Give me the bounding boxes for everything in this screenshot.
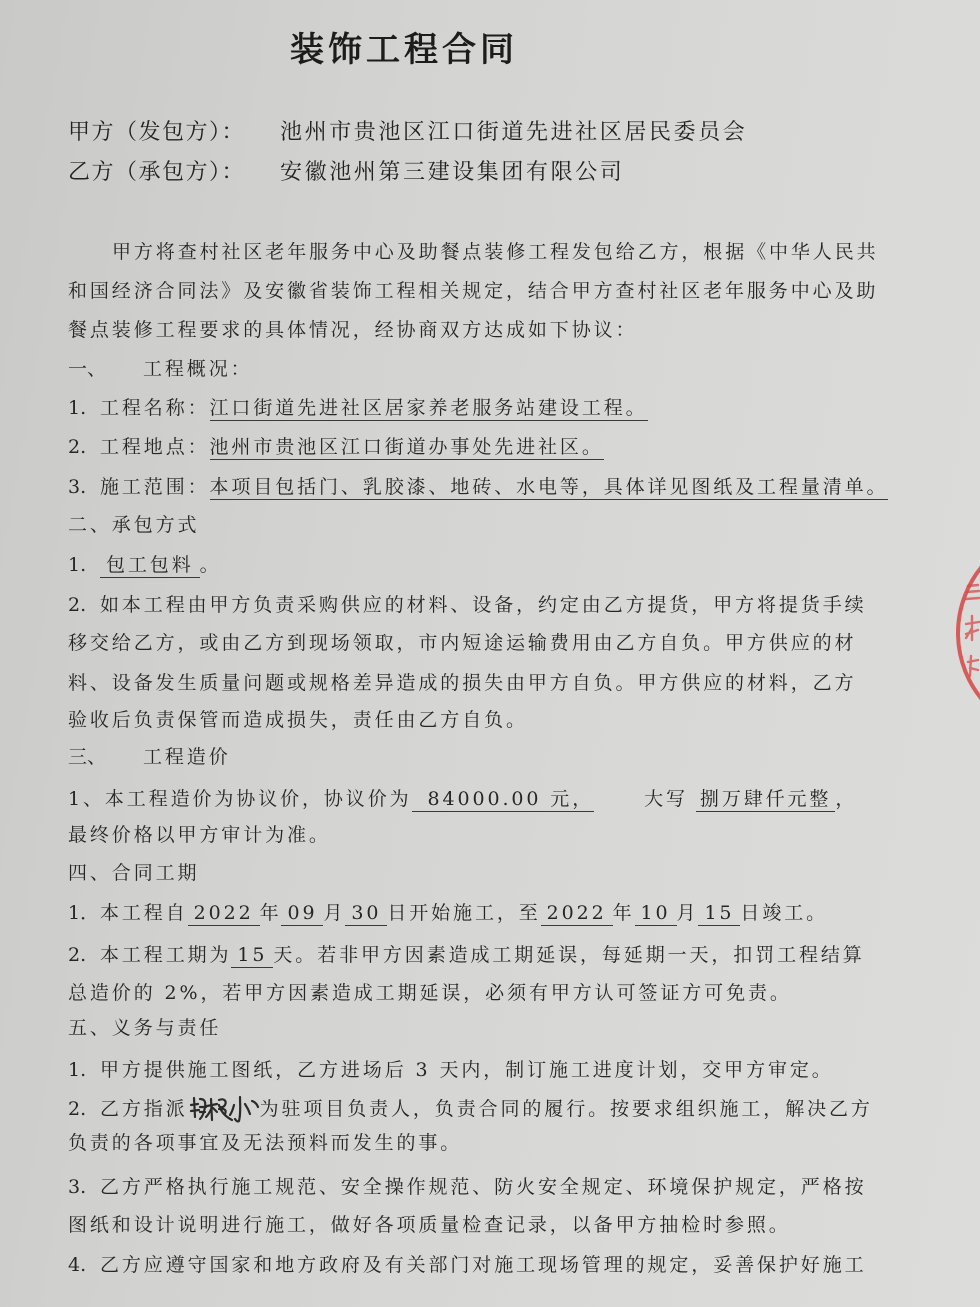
party-b-label: 乙方（承包方）： <box>68 160 246 185</box>
item-number: 1． <box>68 902 100 924</box>
party-a-name: 池州市贵池区江口街道先进社区居民委员会 <box>280 120 748 145</box>
duty-rest: 为驻项目负责人，负责合同的履行。按要求组织施工，解决乙方 <box>259 1098 873 1120</box>
duty-2-line <box>68 1093 873 1123</box>
duty-text: 甲方提供施工图纸，乙方进场后 3 天内，制订施工进度计划，交甲方审定。 <box>100 1059 834 1081</box>
section-title: 工程概况： <box>143 358 253 380</box>
duty-prefix: 乙方指派 <box>100 1098 188 1120</box>
contract-mode-value: 包工包料 <box>100 554 200 578</box>
duration-prefix: 本工程工期为 <box>100 944 232 966</box>
section-title: 工程造价 <box>143 746 231 768</box>
clause-text: 如本工程由甲方负责采购供应的材料、设备，约定由乙方提货，甲方将提货手续 <box>100 594 867 616</box>
section-4-heading: 四、合同工期 <box>68 862 200 884</box>
project-location-line <box>68 435 604 459</box>
duration-line <box>68 943 865 967</box>
item-number: 3. <box>68 1176 87 1198</box>
schedule-mid: 日开始施工，至 <box>387 902 541 924</box>
section-5-heading: 五、义务与责任 <box>68 1017 222 1039</box>
duration-rest: 天。若非甲方因素造成工期延误，每延期一天，扣罚工程结算 <box>273 944 865 966</box>
item-number: 1. <box>68 1059 87 1081</box>
duty-text: 乙方严格执行施工规范、安全操作规范、防火安全规定、环境保护规定，严格按 <box>100 1176 867 1198</box>
start-month: 09 <box>281 902 323 926</box>
red-seal-icon <box>950 558 980 708</box>
duration-line-2: 总造价的 2%，若甲方因素造成工期延误，必须有甲方认可签证方可免责。 <box>68 982 792 1004</box>
intro-line: 和国经济合同法》及安徽省装饰工程相关规定，结合甲方查村社区老年服务中心及助 <box>68 280 879 302</box>
month-unit: 月 <box>323 902 346 924</box>
project-location-value: 池州市贵池区江口街道办事处先进社区。 <box>209 436 604 458</box>
item-number: 4. <box>68 1254 87 1276</box>
capital-label: 大写 <box>644 788 688 810</box>
month-unit: 月 <box>676 902 699 924</box>
year-unit: 年 <box>259 902 282 924</box>
intro-line: 甲方将查村社区老年服务中心及助餐点装修工程发包给乙方，根据《中华人民共 <box>112 241 879 263</box>
construction-scope-value: 本项目包括门、乳胶漆、地砖、水电等，具体详见图纸及工程量清单。 <box>209 476 889 498</box>
schedule-prefix: 本工程自 <box>100 902 188 924</box>
item-number: 3. <box>68 476 87 498</box>
item-tail: 。 <box>199 554 222 576</box>
party-a-line <box>68 120 747 146</box>
handwritten-signature <box>188 1093 260 1123</box>
section-number: 三、 <box>68 746 107 768</box>
price-line <box>68 787 857 812</box>
duty-1-line <box>68 1058 834 1082</box>
section-2-heading: 二、承包方式 <box>68 514 200 536</box>
item-label: 工程地点： <box>100 436 210 458</box>
materials-clause-line <box>68 593 867 617</box>
year-unit: 年 <box>612 902 635 924</box>
schedule-dates-line <box>68 901 828 925</box>
party-b-name: 安徽池州第三建设集团有限公司 <box>280 160 625 185</box>
end-day: 15 <box>698 902 740 926</box>
party-a-label: 甲方（发包方）： <box>68 120 246 145</box>
start-year: 2022 <box>188 902 260 926</box>
section-1-heading <box>68 357 253 381</box>
start-day: 30 <box>345 902 387 926</box>
end-year: 2022 <box>541 902 613 926</box>
item-number: 2. <box>68 594 87 616</box>
duty-text: 乙方应遵守国家和地方政府及有关部门对施工现场管理的规定，妥善保护好施工 <box>100 1254 867 1276</box>
project-name-value: 江口街道先进社区居家养老服务站建设工程。 <box>209 397 648 419</box>
end-month: 10 <box>635 902 677 926</box>
item-label: 施工范围： <box>100 476 210 498</box>
materials-clause-line: 料、设备发生质量问题或规格差异造成的损失由甲方自负。甲方供应的材料，乙方 <box>68 672 857 694</box>
price-prefix: 1、本工程造价为协议价，协议价为 <box>68 788 412 810</box>
item-number: 2. <box>68 944 87 966</box>
materials-clause-line: 验收后负责保管而造成损失，责任由乙方自负。 <box>68 709 528 731</box>
materials-clause-line: 移交给乙方，或由乙方到现场领取，市内短途运输费用由乙方自负。甲方供应的材 <box>68 632 857 654</box>
construction-scope-line <box>68 475 888 499</box>
project-name-line <box>68 396 648 420</box>
capital-tail: ， <box>835 788 858 810</box>
item-number: 1. <box>68 397 87 419</box>
contract-title: 装饰工程合同 <box>290 30 518 70</box>
duty-3-line-2: 图纸和设计说明进行施工，做好各项质量检查记录，以备甲方抽检时参照。 <box>68 1214 791 1236</box>
item-number: 2. <box>68 1098 87 1120</box>
duty-2-line-2: 负责的各项事宜及无法预料而发生的事。 <box>68 1132 463 1154</box>
price-amount: 84000.00 元， <box>412 788 595 812</box>
capital-amount: 捌万肆仟元整 <box>696 788 835 812</box>
duty-3-line <box>68 1175 867 1199</box>
party-b-line <box>68 160 624 186</box>
duration-days: 15 <box>231 944 273 968</box>
price-note: 最终价格以甲方审计为准。 <box>68 824 331 846</box>
contract-mode-line <box>68 553 222 577</box>
item-number: 1. <box>68 554 87 576</box>
section-3-heading <box>68 745 231 769</box>
section-number: 一、 <box>68 358 107 380</box>
intro-line: 餐点装修工程要求的具体情况，经协商双方达成如下协议： <box>68 319 638 341</box>
duty-4-line <box>68 1253 867 1277</box>
schedule-tail: 日竣工。 <box>740 902 829 924</box>
item-number: 2. <box>68 436 87 458</box>
item-label: 工程名称： <box>100 397 210 419</box>
